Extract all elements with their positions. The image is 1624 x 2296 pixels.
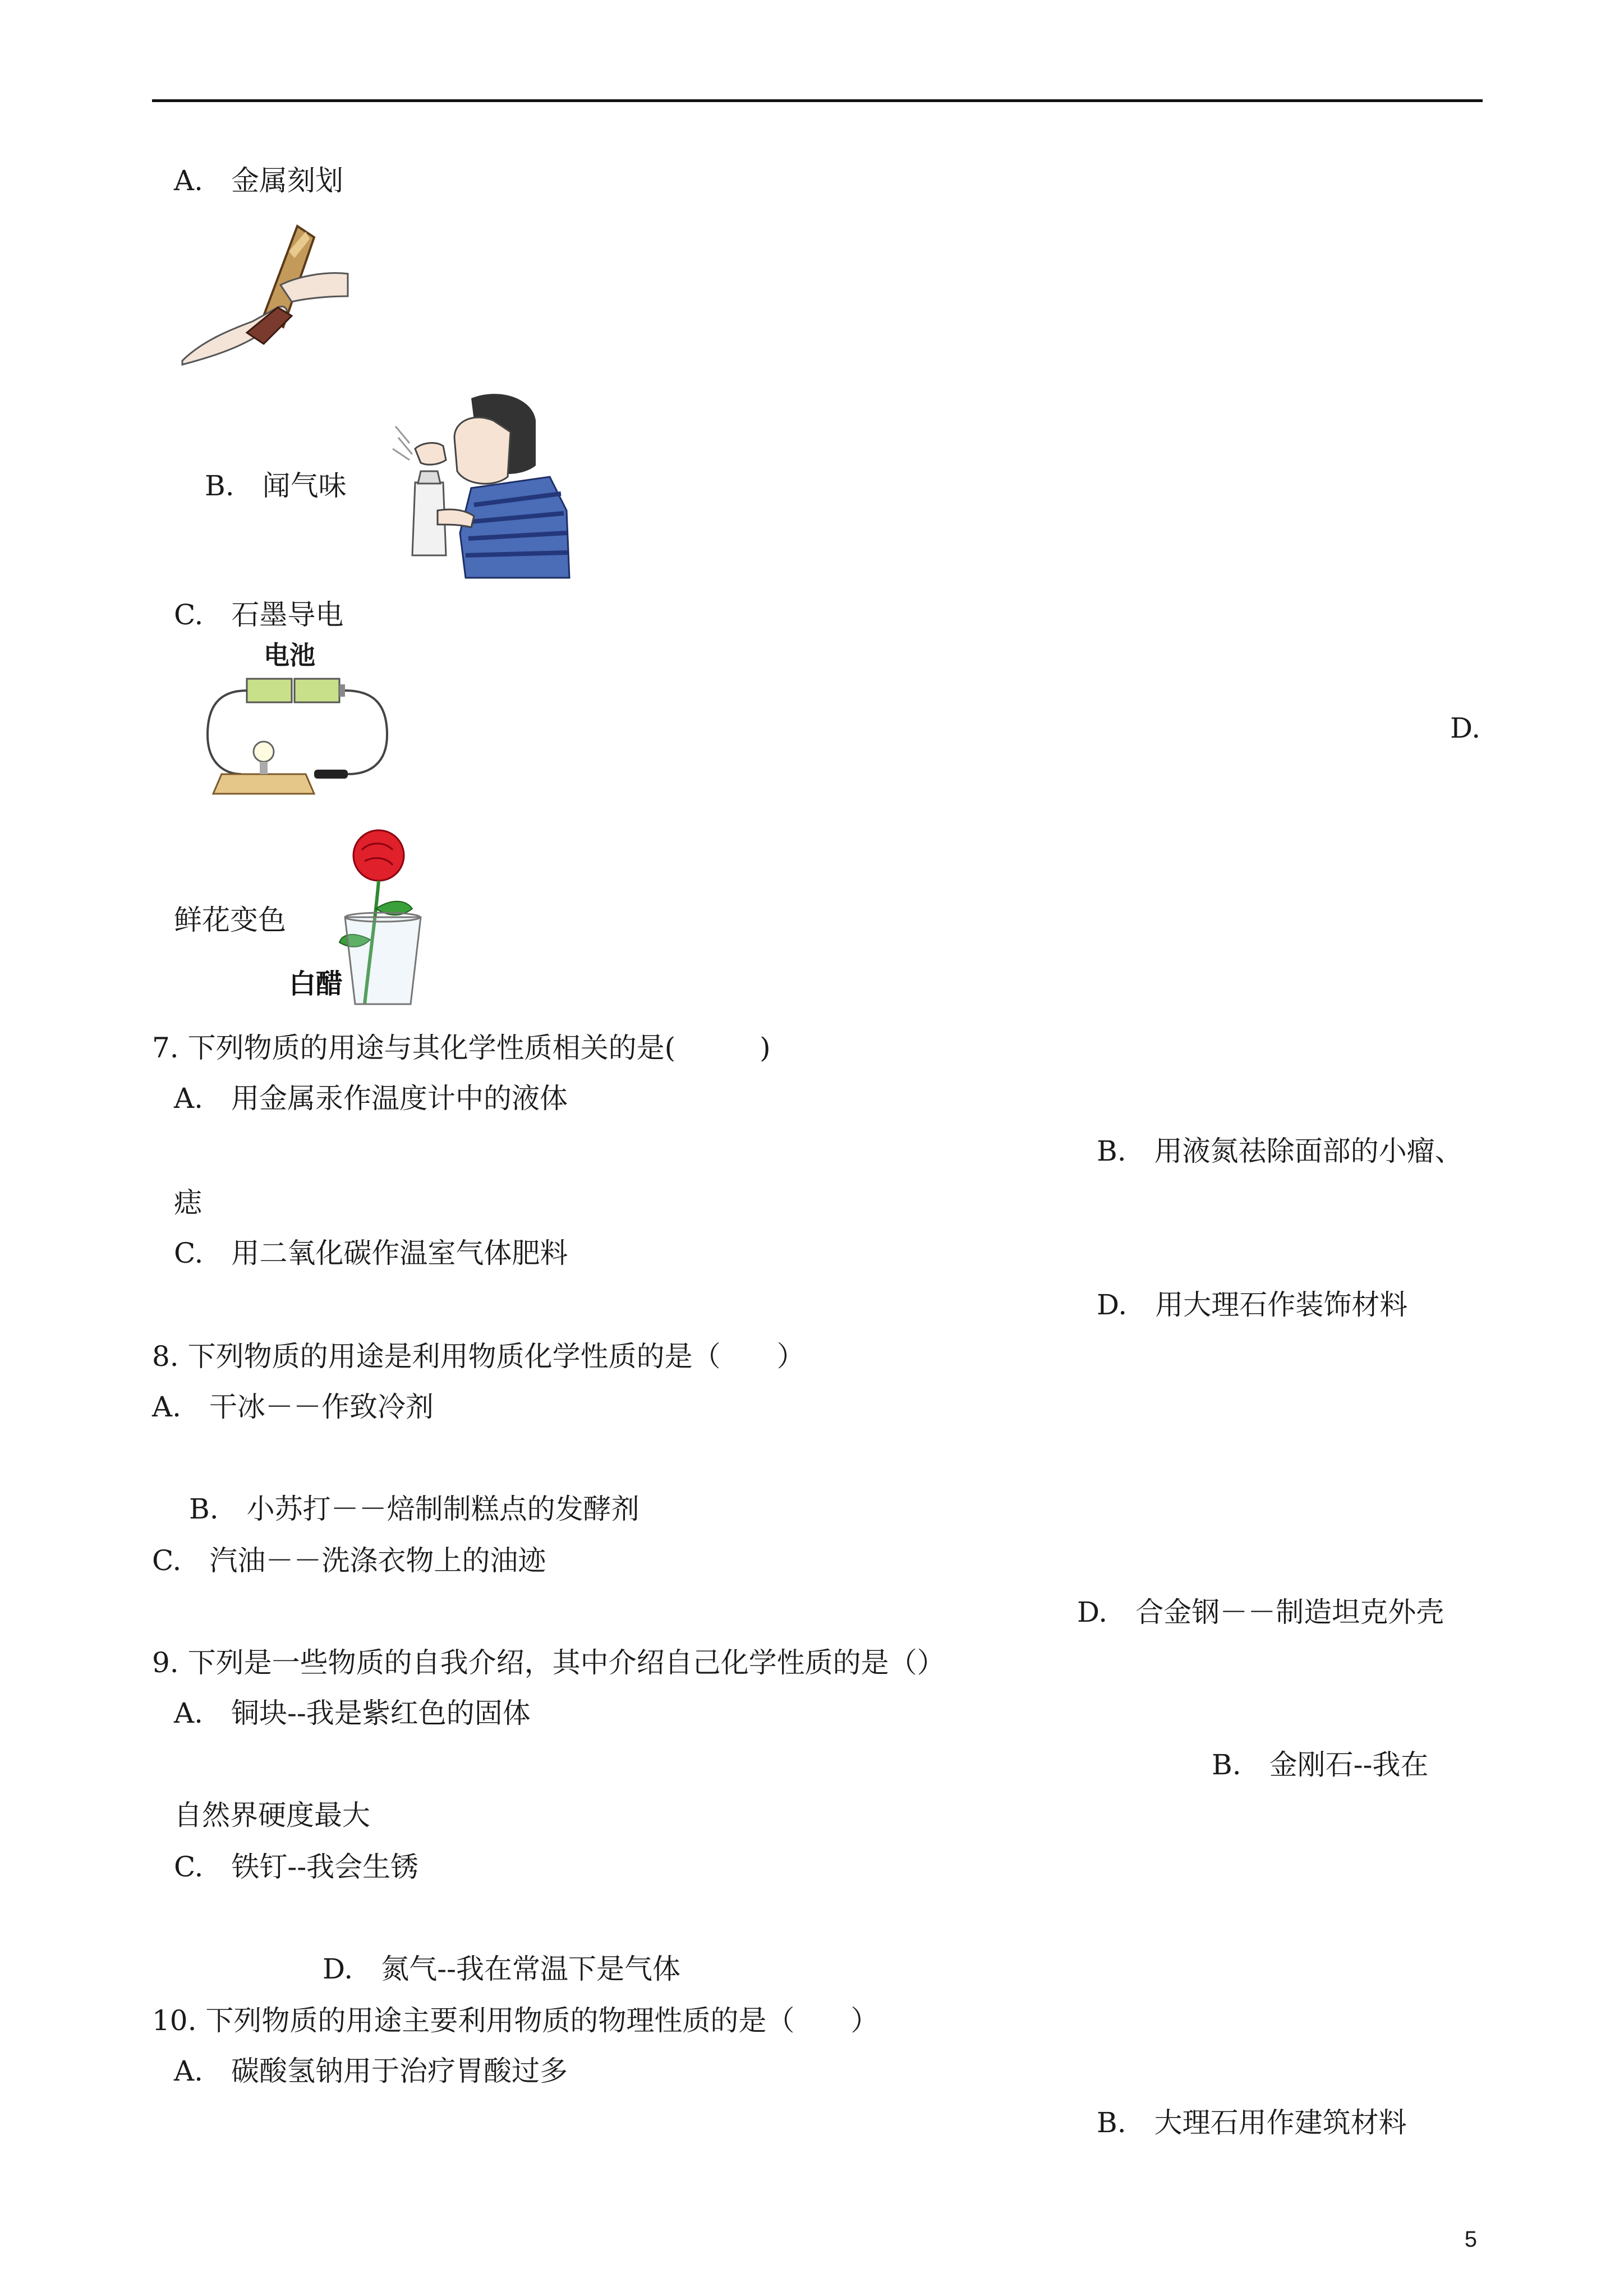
- q9-option-b: B. 金刚石--我在: [1212, 1749, 1429, 1781]
- q8-option-a: A. 干冰－－作致冷剂: [152, 1391, 434, 1423]
- q8-stem: 8. 下列物质的用途是利用物质化学性质的是（ ）: [152, 1340, 805, 1373]
- smell-gas-illustration: [381, 387, 572, 581]
- circuit-diagram: [202, 639, 393, 813]
- battery-label: 电池: [264, 640, 315, 670]
- q6-option-a: A. 金属刻划: [174, 164, 344, 197]
- vinegar-label: 白醋: [289, 968, 343, 1000]
- q10-stem: 10. 下列物质的用途主要利用物质的物理性质的是（ ）: [152, 2004, 879, 2037]
- q6-option-d-letter: D.: [1450, 712, 1481, 744]
- q9-option-b-continued: 自然界硬度最大: [174, 1799, 370, 1832]
- q9-option-c: C. 铁钉--我会生锈: [174, 1851, 419, 1883]
- q7-option-b-continued: 痣: [174, 1186, 202, 1219]
- q9-option-d: D. 氮气--我在常温下是气体: [323, 1953, 680, 1985]
- q8-option-d: D. 合金钢－－制造坦克外壳: [1077, 1596, 1444, 1628]
- q7-option-c: C. 用二氧化碳作温室气体肥料: [174, 1237, 568, 1269]
- q10-option-b: B. 大理石用作建筑材料: [1097, 2106, 1407, 2139]
- q6-option-c: C. 石墨导电: [174, 599, 344, 631]
- q7-option-a: A. 用金属汞作温度计中的液体: [174, 1082, 568, 1115]
- header-rule: [152, 99, 1483, 102]
- q6-option-d-text: 鲜花变色: [174, 904, 286, 936]
- q6-option-b: B. 闻气味: [205, 470, 347, 502]
- q7-option-d: D. 用大理石作装饰材料: [1097, 1289, 1408, 1321]
- flower-vinegar-figure: [286, 825, 443, 1010]
- q7-option-b: B. 用液氮祛除面部的小瘤、: [1097, 1135, 1463, 1167]
- q10-option-a: A. 碳酸氢钠用于治疗胃酸过多: [174, 2055, 568, 2087]
- page-number: 5: [1464, 2227, 1477, 2252]
- q8-option-c: C. 汽油－－洗涤衣物上的油迹: [152, 1544, 546, 1577]
- q9-stem: 9. 下列是一些物质的自我介绍，其中介绍自己化学性质的是（）: [152, 1646, 945, 1679]
- q9-option-a: A. 铜块--我是紫红色的固体: [174, 1697, 531, 1729]
- graphite-circuit-figure: [202, 639, 393, 813]
- q8-option-b: B. 小苏打－－焙制制糕点的发酵剂: [189, 1493, 640, 1525]
- q7-stem: 7. 下列物质的用途与其化学性质相关的是( ): [152, 1032, 771, 1064]
- metal-scratch-illustration: [180, 218, 359, 369]
